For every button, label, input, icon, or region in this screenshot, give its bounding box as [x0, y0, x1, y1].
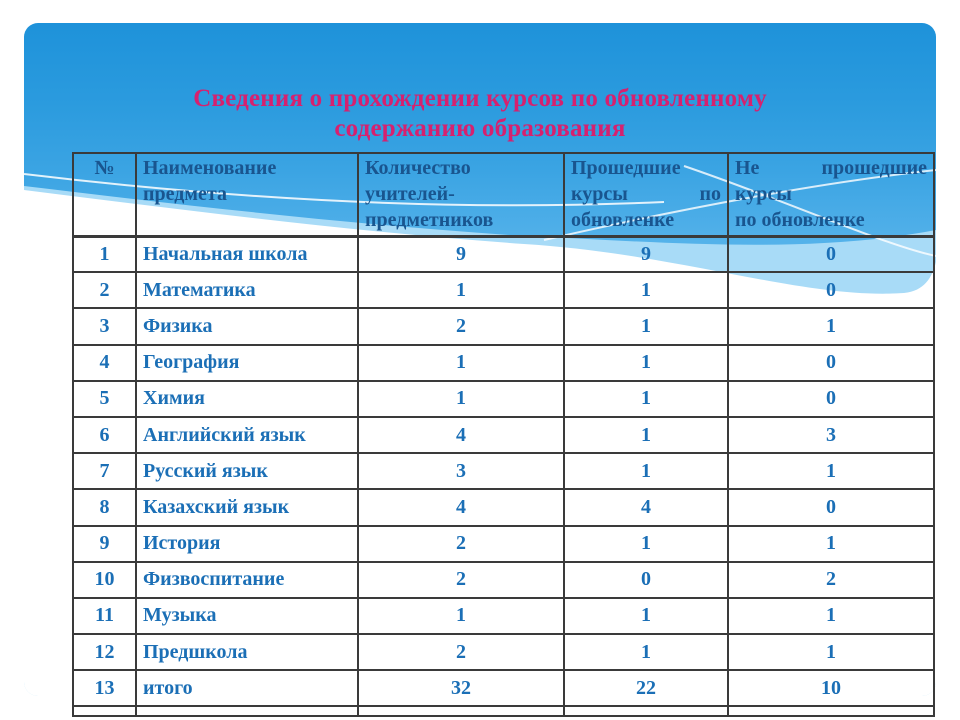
- empty-cell: [358, 706, 564, 716]
- cell-teachers: 4: [358, 417, 564, 453]
- cell-passed: 4: [564, 489, 728, 525]
- cell-teachers: 9: [358, 236, 564, 272]
- cell-not_passed: 0: [728, 272, 934, 308]
- cell-num: 9: [73, 526, 136, 562]
- empty-cell: [728, 706, 934, 716]
- cell-teachers: 2: [358, 526, 564, 562]
- cell-subject: Предшкола: [136, 634, 358, 670]
- cell-num: 1: [73, 236, 136, 272]
- cell-subject: Математика: [136, 272, 358, 308]
- table-row: [73, 526, 934, 562]
- cell-passed: 0: [564, 562, 728, 598]
- cell-subject: Физвоспитание: [136, 562, 358, 598]
- table-row: [73, 381, 934, 417]
- cell-teachers: 3: [358, 453, 564, 489]
- cell-teachers: 2: [358, 562, 564, 598]
- cell-num: 7: [73, 453, 136, 489]
- cell-passed: 1: [564, 417, 728, 453]
- cell-num: 8: [73, 489, 136, 525]
- table-row: [73, 308, 934, 344]
- courses-table: [72, 152, 935, 717]
- cell-passed: 1: [564, 345, 728, 381]
- cell-num: 12: [73, 634, 136, 670]
- cell-num: 6: [73, 417, 136, 453]
- empty-partial-row: [73, 706, 934, 716]
- cell-not_passed: 0: [728, 381, 934, 417]
- cell-not_passed: 0: [728, 345, 934, 381]
- cell-passed: 22: [564, 670, 728, 706]
- cell-num: 4: [73, 345, 136, 381]
- column-header-passed: Прошедшие курсы по обновленке: [564, 153, 728, 236]
- cell-subject: Русский язык: [136, 453, 358, 489]
- cell-passed: 1: [564, 526, 728, 562]
- table-row: [73, 453, 934, 489]
- table-row: [73, 562, 934, 598]
- cell-subject: Физика: [136, 308, 358, 344]
- cell-subject: Музыка: [136, 598, 358, 634]
- cell-subject: итого: [136, 670, 358, 706]
- cell-passed: 1: [564, 634, 728, 670]
- column-header-not_passed: Не прошедшие курсы по обновленке: [728, 153, 934, 236]
- table-row: [73, 634, 934, 670]
- cell-teachers: 1: [358, 345, 564, 381]
- slide-title-line1: Сведения о прохождении курсов по обновленному: [193, 85, 767, 112]
- cell-not_passed: 1: [728, 453, 934, 489]
- empty-cell: [564, 706, 728, 716]
- table-row: [73, 670, 934, 706]
- cell-not_passed: 0: [728, 236, 934, 272]
- table-row: [73, 236, 934, 272]
- column-header-num: №: [73, 153, 136, 236]
- cell-subject: Казахский язык: [136, 489, 358, 525]
- cell-teachers: 1: [358, 381, 564, 417]
- cell-num: 10: [73, 562, 136, 598]
- cell-not_passed: 10: [728, 670, 934, 706]
- cell-not_passed: 2: [728, 562, 934, 598]
- cell-teachers: 1: [358, 272, 564, 308]
- cell-passed: 1: [564, 381, 728, 417]
- cell-subject: Английский язык: [136, 417, 358, 453]
- cell-subject: География: [136, 345, 358, 381]
- table-row: [73, 489, 934, 525]
- cell-subject: Химия: [136, 381, 358, 417]
- column-header-subject: Наименование предмета: [136, 153, 358, 236]
- cell-not_passed: 1: [728, 598, 934, 634]
- cell-teachers: 2: [358, 634, 564, 670]
- cell-not_passed: 1: [728, 634, 934, 670]
- cell-teachers: 2: [358, 308, 564, 344]
- cell-num: 3: [73, 308, 136, 344]
- cell-passed: 9: [564, 236, 728, 272]
- slide-title-line2: содержанию образования: [334, 115, 626, 142]
- cell-subject: История: [136, 526, 358, 562]
- cell-teachers: 1: [358, 598, 564, 634]
- cell-teachers: 32: [358, 670, 564, 706]
- cell-num: 13: [73, 670, 136, 706]
- cell-passed: 1: [564, 272, 728, 308]
- table-row: [73, 272, 934, 308]
- cell-num: 11: [73, 598, 136, 634]
- column-header-teachers: Количество учителей- предметников: [358, 153, 564, 236]
- cell-passed: 1: [564, 598, 728, 634]
- cell-teachers: 4: [358, 489, 564, 525]
- table-row: [73, 345, 934, 381]
- table-body: [73, 236, 934, 716]
- cell-not_passed: 0: [728, 489, 934, 525]
- cell-not_passed: 3: [728, 417, 934, 453]
- cell-subject: Начальная школа: [136, 236, 358, 272]
- cell-not_passed: 1: [728, 308, 934, 344]
- cell-num: 5: [73, 381, 136, 417]
- table-row: [73, 598, 934, 634]
- cell-num: 2: [73, 272, 136, 308]
- slide-title: [0, 84, 960, 144]
- table-row: [73, 417, 934, 453]
- cell-not_passed: 1: [728, 526, 934, 562]
- cell-passed: 1: [564, 453, 728, 489]
- empty-cell: [73, 706, 136, 716]
- empty-cell: [136, 706, 358, 716]
- cell-passed: 1: [564, 308, 728, 344]
- table-head-row: [73, 153, 934, 236]
